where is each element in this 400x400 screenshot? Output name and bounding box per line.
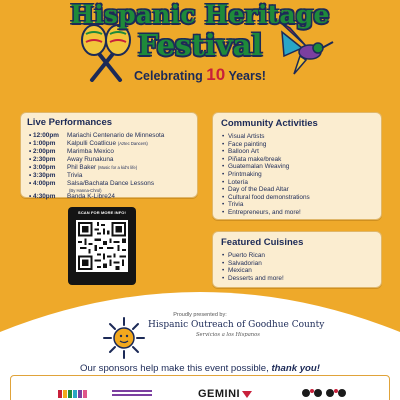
list-item: • Printmaking — [221, 171, 373, 179]
sponsors-thanks-line — [0, 363, 400, 374]
sponsor-section — [0, 292, 400, 400]
list-item: • Trivia — [221, 201, 373, 209]
organization-name: Hispanic Outreach of Goodhue County — [148, 320, 325, 330]
sponsors-thank-you: thank you! — [271, 363, 320, 374]
performance-act — [67, 164, 191, 172]
performance-row — [27, 140, 191, 148]
title-festival: Festival — [137, 28, 263, 62]
performance-row — [27, 193, 191, 201]
sponsor-logo-dancers — [298, 388, 352, 398]
performance-act-name: Phil Baker — [67, 164, 97, 171]
performance-act: Trivia — [67, 172, 83, 179]
performance-time: • 2:30pm — [29, 156, 56, 163]
list-item: • Guatemalan Weaving — [221, 163, 373, 171]
list-item: • Piñata make/break — [221, 156, 373, 164]
performance-note: (Music for a kid's life) — [97, 165, 138, 170]
performance-act: Mariachi Centenario de Minnesota — [67, 132, 165, 139]
performance-act-name: Kalpulli Coatlicue — [67, 140, 117, 147]
featured-cuisines-heading: Featured Cuisines — [221, 237, 304, 248]
performance-row — [27, 132, 191, 140]
list-item: • Puerto Rican — [221, 252, 373, 260]
performance-row — [27, 180, 191, 193]
qr-label: SCAN FOR MORE INFO! — [78, 210, 126, 215]
tagline-suffix: Years! — [228, 69, 266, 83]
list-item: • Balloon Art — [221, 148, 373, 156]
performance-act: Banda K-Libre24 — [67, 193, 115, 200]
gemini-chevron-icon — [242, 391, 252, 398]
community-activities-card — [212, 112, 382, 220]
tagline-number: 10 — [206, 65, 226, 84]
list-item: • Mexican — [221, 267, 373, 275]
performance-act — [67, 180, 191, 193]
presented-by-label: Proudly presented by: — [173, 312, 227, 318]
performance-time: • 12:00pm — [29, 132, 59, 139]
organization-subtitle: Servicios a los Hispanos — [196, 332, 260, 338]
community-activities-heading: Community Activities — [221, 118, 318, 129]
list-item: • Cultural food demonstrations — [221, 194, 373, 202]
list-item: • Lotería — [221, 179, 373, 187]
community-activities-list — [221, 133, 373, 217]
performance-time: • 3:00pm — [29, 164, 56, 171]
performance-act: Away Runakuna — [67, 156, 114, 163]
featured-cuisines-card — [212, 231, 382, 288]
qr-code-icon[interactable] — [76, 220, 128, 272]
list-item: • Salvadorian — [221, 260, 373, 268]
performance-act: Marimba Mexico — [67, 148, 114, 155]
sponsor-logo-colorful — [58, 388, 88, 398]
performance-time: • 4:30pm — [29, 193, 56, 200]
sponsors-message: Our sponsors help make this event possible, — [80, 363, 269, 374]
performance-row — [27, 164, 191, 172]
performance-time: • 1:00pm — [29, 140, 56, 147]
tagline-prefix: Celebrating — [134, 69, 203, 83]
live-performances-heading: Live Performances — [27, 117, 113, 128]
performance-time: • 2:00pm — [29, 148, 56, 155]
sun-logo-icon — [102, 316, 146, 360]
list-item: • Entrepreneurs, and more! — [221, 209, 373, 217]
performance-act — [67, 140, 191, 148]
list-item: • Desserts and more! — [221, 275, 373, 283]
performance-row — [27, 156, 191, 164]
live-performances-card — [20, 112, 198, 198]
performance-time: • 3:30pm — [29, 172, 56, 179]
tagline — [110, 66, 290, 85]
performance-time: • 4:00pm — [29, 180, 56, 187]
performance-row — [27, 148, 191, 156]
performance-act-name: Salsa/Bachata Dance Lessons — [67, 180, 155, 187]
list-item: • Face painting — [221, 141, 373, 149]
sponsor-logo-gemini — [198, 388, 252, 400]
performance-sub-note: (By Hanna-Chrol) — [69, 188, 102, 193]
performance-note: (Aztec Dancers) — [117, 141, 148, 146]
list-item: • Visual Artists — [221, 133, 373, 141]
performance-row — [27, 172, 191, 180]
qr-code-panel[interactable] — [68, 207, 136, 285]
gemini-wordmark: GEMINI — [198, 388, 241, 400]
title-hispanic-heritage: Hispanic Heritage — [70, 0, 330, 29]
featured-cuisines-list — [221, 252, 373, 282]
list-item: • Day of the Dead Altar — [221, 186, 373, 194]
sponsor-logo-purple — [112, 390, 152, 398]
